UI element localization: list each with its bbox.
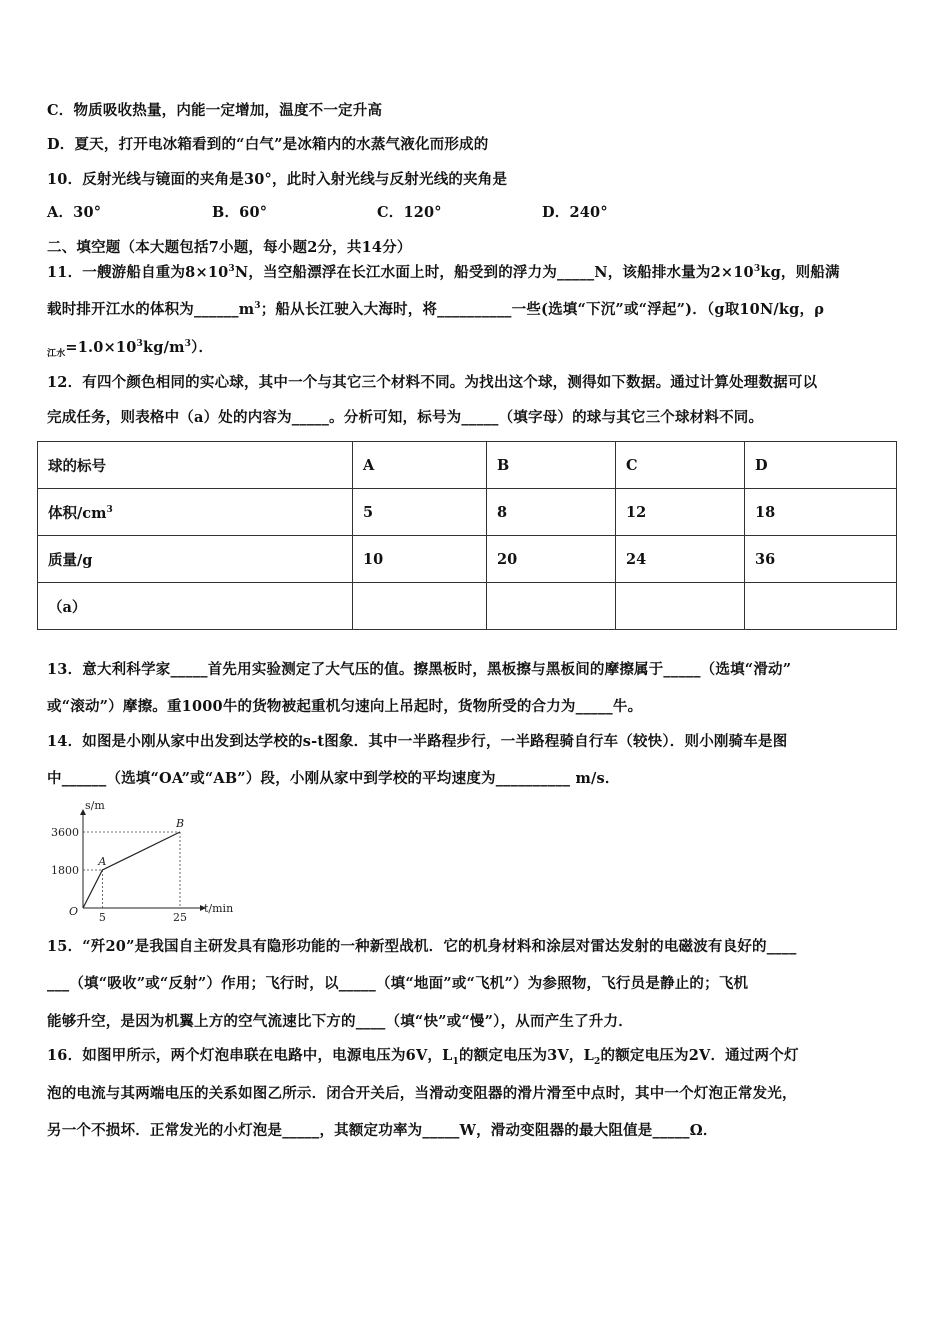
table-row xyxy=(38,442,897,489)
q12-text-1: 12．有四个颜色相同的实心球，其中一个与其它三个材料不同。为找出这个球，测得如下数据。通过计算处理数据可以 xyxy=(47,374,818,391)
section-heading xyxy=(47,238,905,258)
q11-sup-4: 3 xyxy=(136,339,143,350)
table-cell: 24 xyxy=(616,536,745,583)
option-c-line xyxy=(47,101,905,121)
guide-lines xyxy=(83,832,180,908)
q10-option-a: A．30° xyxy=(47,204,102,221)
question-11-line2 xyxy=(47,300,905,320)
x-tick-label: 25 xyxy=(173,911,187,923)
table-cell: 球的标号 xyxy=(38,442,353,489)
question-14-line1 xyxy=(47,732,905,752)
q13-text-2: 或“滚动”）摩擦。重1000牛的货物被起重机匀速向上吊起时，货物所受的合力为_____牛。 xyxy=(47,698,643,715)
x-tick-label: 5 xyxy=(98,911,106,923)
table-cell: A xyxy=(353,442,487,489)
question-11-line3 xyxy=(47,338,905,358)
series-line xyxy=(83,832,180,908)
q16-text-1: 16．如图甲所示，两个灯泡串联在电路中，电源电压为6V，L xyxy=(47,1047,453,1064)
table-row xyxy=(38,489,897,536)
y-axis-label: s/m xyxy=(85,799,105,812)
q11-text-7: kg/m xyxy=(142,339,185,356)
table-cell: 8 xyxy=(487,489,616,536)
x-axis-label: t/min xyxy=(204,902,234,915)
q16-text-3: 的额定电压为2V．通过两个灯 xyxy=(600,1047,799,1064)
table-cell xyxy=(616,583,745,630)
section-heading-text: 二、填空题（本大题包括7小题，每小题2分，共14分） xyxy=(47,239,412,256)
question-15-line2 xyxy=(47,974,905,994)
point-label: A xyxy=(98,855,107,868)
q16-sub-1: 1 xyxy=(452,1056,459,1067)
q16-text-5: 另一个不损坏．正常发光的小灯泡是_____，其额定功率为_____W，滑动变阻器的最大阻值是_____Ω． xyxy=(47,1122,718,1139)
q11-sub-water: 江水 xyxy=(47,348,66,359)
table-cell: 质量/g xyxy=(38,536,353,583)
point-label: B xyxy=(176,817,185,830)
q11-text-8: ）． xyxy=(191,339,214,356)
question-13-line1 xyxy=(47,660,905,680)
q11-sup-1: 3 xyxy=(228,264,235,275)
table-cell: C xyxy=(616,442,745,489)
table-row xyxy=(38,583,897,630)
question-16-line1 xyxy=(47,1046,905,1066)
table-cell xyxy=(487,583,616,630)
y-tick-label: 1800 xyxy=(51,864,79,877)
table-cell: 10 xyxy=(353,536,487,583)
q10-option-b: B．60° xyxy=(212,204,268,221)
question-10 xyxy=(47,170,905,190)
table-cell: 36 xyxy=(745,536,897,583)
q16-text-2: 的额定电压为3V，L xyxy=(458,1047,595,1064)
question-16-line3 xyxy=(47,1121,905,1141)
question-13-line2 xyxy=(47,697,905,717)
table-cell: B xyxy=(487,442,616,489)
table-cell xyxy=(38,489,353,536)
q13-text-1: 13．意大利科学家_____首先用实验测定了大气压的值。擦黑板时，黑板擦与黑板间的摩擦属于_____（选填“滑动” xyxy=(47,661,792,678)
q14-text-1: 14．如图是小刚从家中出发到达学校的s-t图象．其中一半路程步行，一半路程骑自行车（较快）．则小刚骑车是图 xyxy=(47,733,788,750)
question-15-line3 xyxy=(47,1012,905,1032)
point-labels xyxy=(97,817,184,868)
table-cell xyxy=(745,583,897,630)
q11-text-4: 载时排开江水的体积为______m xyxy=(47,301,255,318)
question-15-line1 xyxy=(47,937,905,957)
q11-text-1: 11．一艘游船自重为8×10 xyxy=(47,264,229,281)
table-cell: 18 xyxy=(745,489,897,536)
q11-text-6: =1.0×10 xyxy=(65,339,137,356)
q11-text-3: kg，则船满 xyxy=(760,264,840,281)
q15-text-3: 能够升空，是因为机翼上方的空气流速比下方的____（填“快”或“慢”），从而产生了升力． xyxy=(47,1013,633,1030)
question-10-options xyxy=(47,203,905,223)
q14-text-2: 中______（选填“OA”或“AB”）段，小刚从家中到学校的平均速度为__________ m/s． xyxy=(47,770,620,787)
question-12-line2 xyxy=(47,408,905,428)
question-12-line1 xyxy=(47,373,905,393)
option-d-text: D．夏天，打开电冰箱看到的“白气”是冰箱内的水蒸气液化而形成的 xyxy=(47,136,489,153)
question-16-line2 xyxy=(47,1084,905,1104)
question-10-text: 10．反射光线与镜面的夹角是30°，此时入射光线与反射光线的夹角是 xyxy=(47,171,508,188)
q11-text-5: ；船从长江驶入大海时，将__________一些(选填“下沉”或“浮起”)．（g取10N/kg，ρ xyxy=(260,301,825,318)
volume-label: 体积/cm xyxy=(48,504,107,522)
q11-text-2: N，当空船漂浮在长江水面上时，船受到的浮力为_____N，该船排水量为2×10 xyxy=(234,264,754,281)
table-cell: D xyxy=(745,442,897,489)
table-cell: 12 xyxy=(616,489,745,536)
question-14-line2 xyxy=(47,769,905,789)
option-d-line xyxy=(47,135,905,155)
q11-sup-3: 3 xyxy=(254,301,261,312)
table-cell: （a） xyxy=(38,583,353,630)
q16-sub-2: 2 xyxy=(594,1056,601,1067)
q12-text-2: 完成任务，则表格中（a）处的内容为_____。分析可知，标号为_____（填字母）的球与其它三个球材料不同。 xyxy=(47,409,764,426)
q11-sup-5: 3 xyxy=(184,339,192,350)
volume-unit-sup: 3 xyxy=(106,504,113,515)
table-cell: 5 xyxy=(353,489,487,536)
s-t-graph xyxy=(45,798,245,923)
q10-option-d: D．240° xyxy=(542,204,608,221)
table-cell: 20 xyxy=(487,536,616,583)
question-11-line1 xyxy=(47,263,905,283)
table-row xyxy=(38,536,897,583)
q11-sup-2: 3 xyxy=(753,264,761,275)
q16-text-4: 泡的电流与其两端电压的关系如图乙所示．闭合开关后，当滑动变阻器的滑片滑至中点时，其中一个灯泡正常发光， xyxy=(47,1085,797,1102)
q10-option-c: C．120° xyxy=(377,204,442,221)
q15-text-2: ___（填“吸收”或“反射”）作用；飞行时，以_____（填“地面”或“飞机”）为参照物，飞行员是静止的；飞机 xyxy=(47,975,749,992)
q15-text-1: 15．“歼20”是我国自主研发具有隐形功能的一种新型战机．它的机身材料和涂层对雷达发射的电磁波有良好的____ xyxy=(47,938,797,955)
option-c-text: C．物质吸收热量，内能一定增加，温度不一定升高 xyxy=(47,102,383,119)
y-tick-label: 3600 xyxy=(51,826,79,839)
distance-time-line xyxy=(83,832,180,908)
ball-data-table xyxy=(37,441,897,630)
origin-label: O xyxy=(69,905,79,918)
table-cell xyxy=(353,583,487,630)
